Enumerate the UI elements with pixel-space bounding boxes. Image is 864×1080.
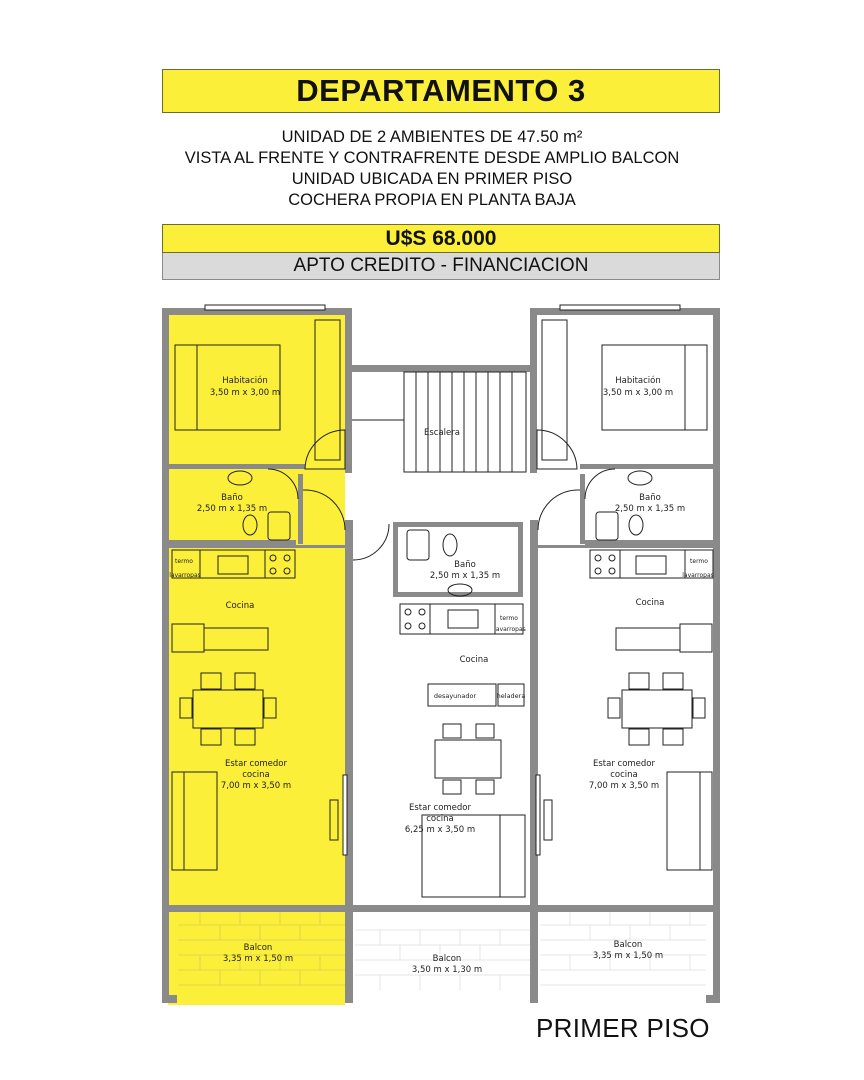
wall (518, 522, 523, 597)
chair (476, 724, 494, 738)
room-size: 3,35 m x 1,50 m (592, 951, 664, 961)
unit-title: DEPARTAMENTO 3 (162, 69, 720, 113)
description-line-4: COCHERA PROPIA EN PLANTA BAJA (288, 191, 576, 209)
stove (400, 604, 430, 634)
room-label: Cocina (225, 601, 255, 611)
wall (393, 522, 523, 527)
room-label: Balcon (243, 943, 273, 953)
chair (693, 698, 705, 718)
appliance-label: termo (690, 558, 708, 565)
description-line-1: UNIDAD DE 2 AMBIENTES DE 47.50 m² (281, 128, 583, 146)
sink (628, 471, 652, 485)
room-size: 3,35 m x 1,50 m (222, 954, 294, 964)
credit-banner: APTO CREDITO - FINANCIACION (162, 253, 720, 280)
dining-table (435, 740, 501, 778)
fridge (680, 624, 712, 652)
floor-label: PRIMER PISO (536, 1013, 710, 1043)
room-label: Balcon (613, 940, 643, 950)
room-size: 2,50 m x 1,35 m (196, 504, 268, 514)
bidet (443, 534, 457, 556)
toilet (596, 512, 618, 540)
bidet (629, 515, 643, 535)
room-label: cocina (610, 770, 638, 780)
window (560, 305, 680, 310)
wall (345, 365, 530, 372)
stair-outline (404, 372, 526, 472)
room-label: Estar comedor (592, 759, 656, 769)
sofa-back (700, 772, 712, 870)
armchair (500, 815, 525, 897)
closet (542, 320, 567, 460)
highlighted-unit (168, 315, 345, 1005)
room-label: Escalera (424, 428, 460, 438)
wall (162, 905, 720, 912)
wall (393, 522, 398, 597)
room-label: Baño (454, 560, 476, 570)
dining-table (622, 690, 692, 728)
chair (608, 698, 620, 718)
appliance-label: lavarropas (494, 626, 526, 633)
door-swing (537, 430, 577, 469)
wall (345, 905, 353, 1003)
room-label: Baño (639, 493, 661, 503)
room-size: 2,50 m x 1,35 m (614, 504, 686, 514)
door-swing (353, 524, 389, 560)
kitchen-sink (636, 556, 666, 574)
door-swing (585, 469, 615, 499)
sofa (667, 772, 712, 870)
toilet (407, 530, 429, 560)
counter (430, 604, 495, 634)
chair (443, 724, 461, 738)
wall (169, 464, 305, 469)
furniture-label: heladera (496, 692, 526, 700)
door-swing (538, 490, 580, 530)
room-label: cocina (242, 770, 270, 780)
stove (590, 550, 620, 578)
tv-unit (544, 800, 552, 840)
chair (629, 729, 649, 745)
furniture-label: desayunador (433, 692, 477, 700)
chair (663, 673, 683, 689)
wall (580, 474, 585, 544)
wall (585, 540, 713, 545)
room-size: 3,50 m x 1,30 m (411, 965, 483, 975)
chair (663, 729, 683, 745)
window (343, 775, 347, 855)
center-unit-furniture (400, 530, 525, 897)
description-line-3: UNIDAD UBICADA EN PRIMER PISO (291, 170, 573, 188)
kitchen-sink (448, 610, 478, 628)
room-size: 7,00 m x 3,50 m (220, 781, 292, 791)
room-label: Estar comedor (408, 803, 472, 813)
chair (629, 673, 649, 689)
bed-headboard (685, 345, 707, 430)
wall (530, 905, 538, 1003)
room-label: Cocina (459, 655, 489, 665)
appliance-label: lavarropas (169, 572, 201, 579)
island (616, 628, 680, 650)
price-banner: U$S 68.000 (162, 224, 720, 253)
wall (530, 308, 537, 473)
room-size: 6,25 m x 3,50 m (404, 825, 476, 835)
room-label: Habitación (615, 376, 661, 386)
wall (345, 308, 352, 473)
wall (713, 308, 720, 1003)
room-label: Estar comedor (224, 759, 288, 769)
wall (706, 995, 720, 1003)
staircase (352, 372, 526, 472)
room-size: 7,00 m x 3,50 m (588, 781, 660, 791)
wall (169, 540, 296, 545)
chair (476, 780, 494, 794)
room-size: 2,50 m x 1,35 m (429, 571, 501, 581)
room-size: 3,50 m x 3,00 m (209, 388, 281, 398)
wall (580, 464, 713, 469)
window (536, 775, 540, 855)
appliance-label: lavarropas (682, 572, 714, 579)
wall (162, 308, 169, 1003)
wall (169, 545, 345, 548)
window (205, 305, 325, 310)
chair (443, 780, 461, 794)
room-label: Balcon (432, 954, 462, 964)
highlight-area (168, 315, 345, 1005)
room-label: Cocina (635, 598, 665, 608)
wall (298, 474, 303, 544)
appliance-label: termo (500, 615, 518, 622)
appliance-label: termo (175, 558, 193, 565)
room-label: cocina (426, 814, 454, 824)
room-label: Habitación (222, 376, 268, 386)
description-line-2: VISTA AL FRENTE Y CONTRAFRENTE DESDE AMPLIO BALCON (184, 149, 680, 167)
room-size: 3,50 m x 3,00 m (602, 388, 674, 398)
wall (538, 545, 713, 548)
room-label: Baño (221, 493, 243, 503)
wall (162, 995, 177, 1003)
